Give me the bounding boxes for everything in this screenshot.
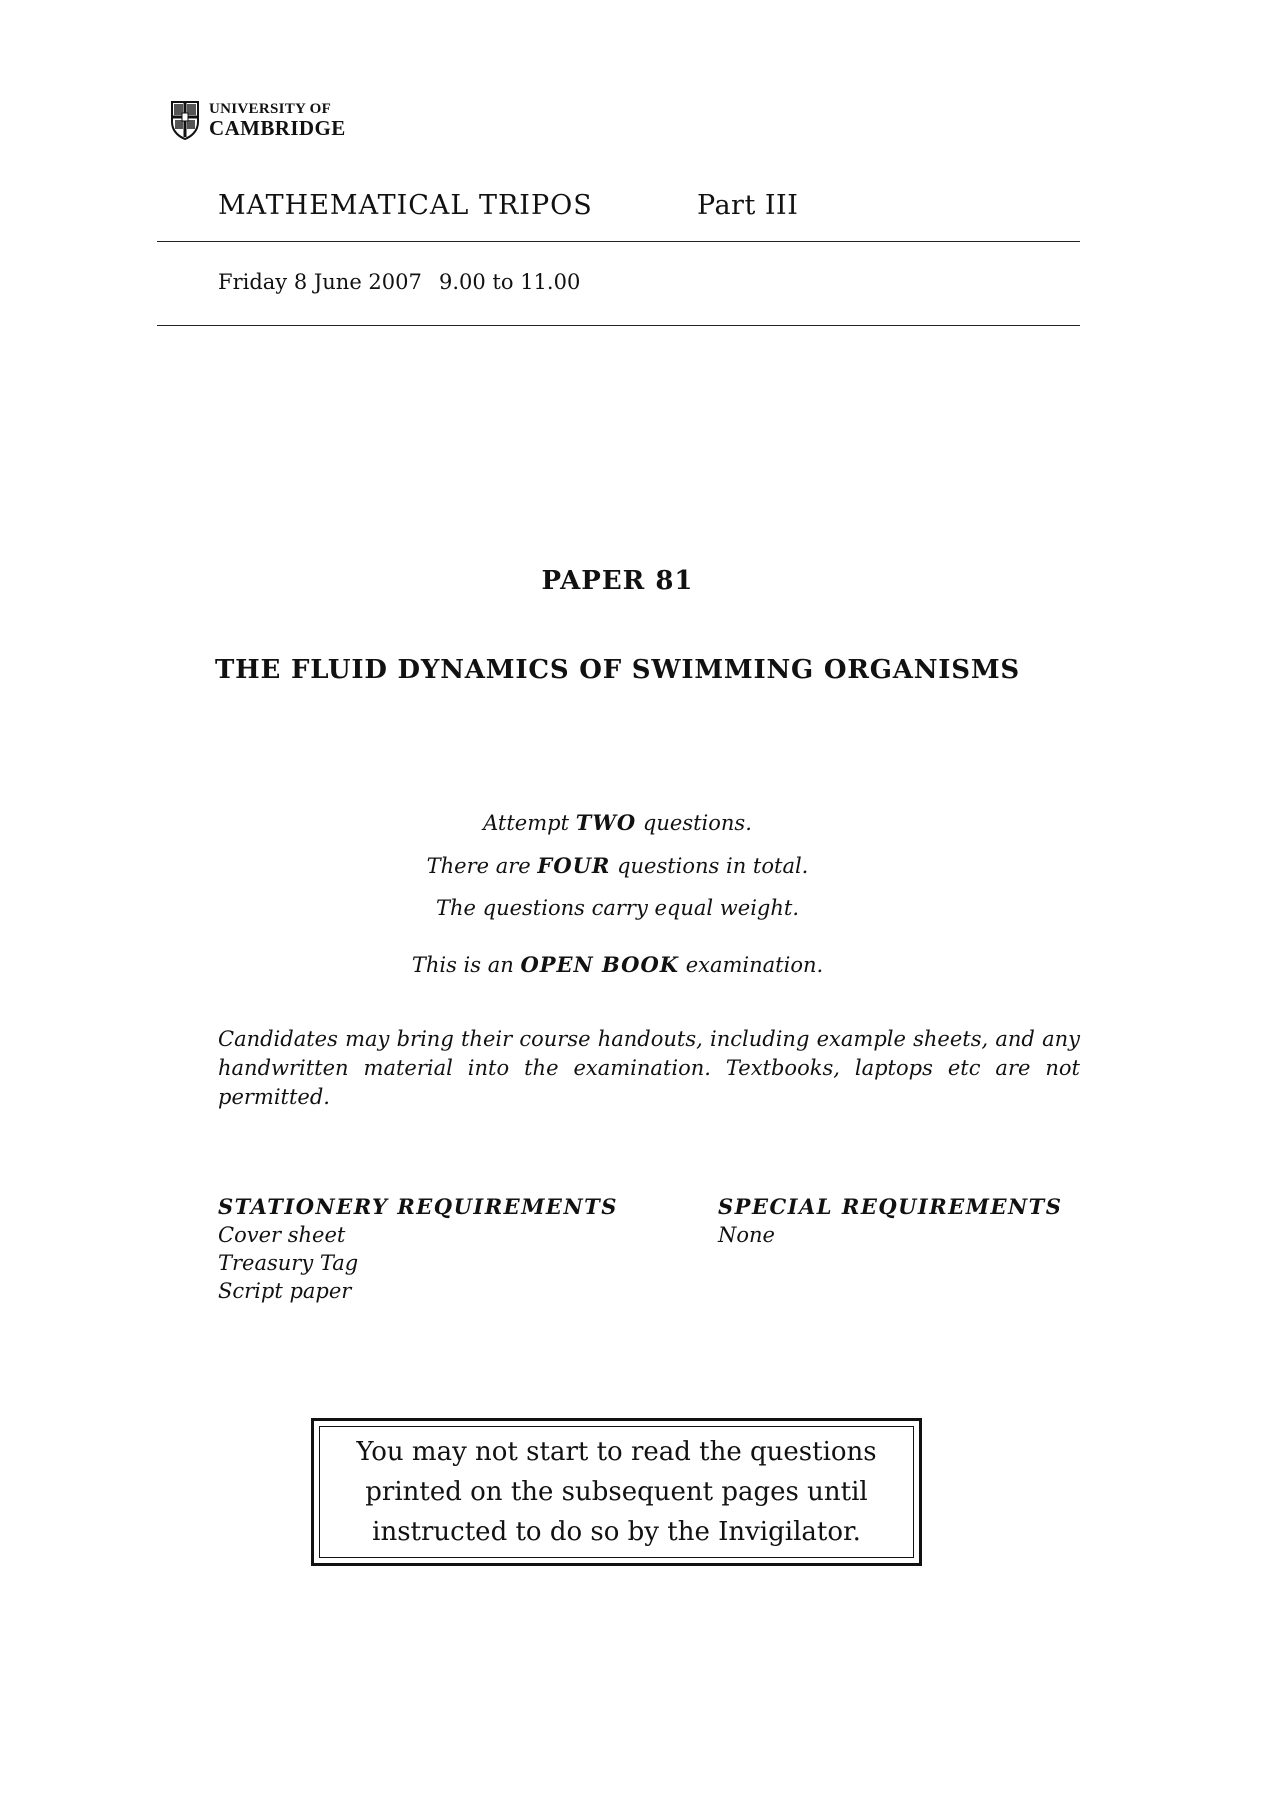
instruction-total-pre: There are	[426, 854, 531, 878]
notice-line: printed on the subsequent pages until	[365, 1477, 868, 1507]
notice-line: instructed to do so by the Invigilator.	[372, 1517, 861, 1547]
special-heading: SPECIAL REQUIREMENTS	[718, 1194, 1063, 1219]
header-rule-top	[157, 241, 1080, 242]
instruction-total-count: FOUR	[537, 853, 611, 878]
tripos-title: MATHEMATICAL TRIPOS	[218, 190, 593, 221]
instruction-weight: The questions carry equal weight.	[436, 896, 799, 920]
paper-number: PAPER 81	[541, 566, 694, 596]
exam-time: 9.00 to 11.00	[439, 270, 581, 294]
instruction-book-type: OPEN BOOK	[520, 952, 680, 977]
instruction-book-pre: This is an	[411, 953, 514, 977]
logo-cambridge: CAMBRIDGE	[209, 115, 346, 140]
instruction-attempt	[0, 810, 1235, 835]
invigilator-notice-box	[311, 1418, 922, 1566]
university-logo	[170, 100, 346, 140]
tripos-part: Part III	[697, 190, 799, 221]
stationery-requirements	[218, 1193, 618, 1305]
instruction-book-post: examination.	[685, 953, 824, 977]
header-rule-bottom	[157, 325, 1080, 326]
special-requirements	[718, 1193, 1062, 1249]
stationery-heading: STATIONERY REQUIREMENTS	[218, 1194, 618, 1219]
logo-university-of: UNIVERSITY OF	[209, 100, 332, 117]
special-item: None	[718, 1223, 775, 1247]
candidates-note: Candidates may bring their course handouts, including example sheets, and any handwritten material into the examination. Textbooks, laptops etc are not permitted.	[218, 1027, 1080, 1109]
instruction-attempt-post: questions.	[642, 811, 752, 835]
stationery-item: Cover sheet	[218, 1223, 346, 1247]
notice-line: You may not start to read the questions	[356, 1437, 877, 1467]
instruction-total	[0, 853, 1235, 878]
exam-date: Friday 8 June 2007	[218, 270, 422, 294]
stationery-item: Treasury Tag	[218, 1251, 359, 1275]
instruction-open-book	[0, 952, 1235, 977]
stationery-item: Script paper	[218, 1279, 352, 1303]
instruction-total-post: questions in total.	[617, 854, 809, 878]
instruction-attempt-pre: Attempt	[483, 811, 570, 835]
university-crest-icon	[170, 100, 200, 140]
instruction-attempt-count: TWO	[575, 810, 637, 835]
paper-title: THE FLUID DYNAMICS OF SWIMMING ORGANISMS	[215, 655, 1020, 685]
